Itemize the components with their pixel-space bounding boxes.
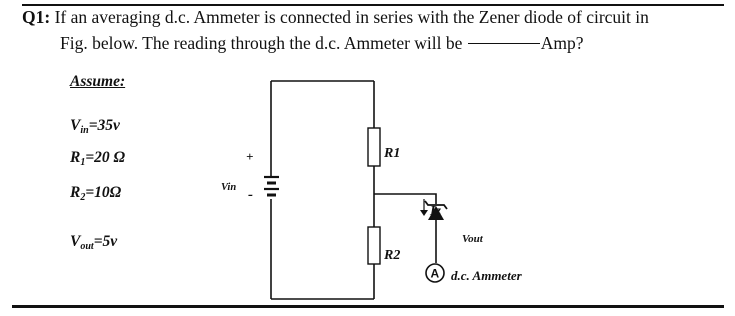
vout-value: =5v xyxy=(93,233,118,250)
vin-value: =35v xyxy=(88,117,120,134)
vin-label: Vin xyxy=(221,182,237,193)
vout-symbol: V xyxy=(70,233,81,250)
r1-value: =20 Ω xyxy=(85,149,126,166)
r2-value: =10Ω xyxy=(85,184,122,201)
r1-subscript: 1 xyxy=(80,157,86,168)
question-number: Q1: xyxy=(22,7,51,27)
ammeter-label: d.c. Ammeter xyxy=(451,268,522,283)
question-line-2-text: Fig. below. The reading through the d.c. Ammeter will be xyxy=(60,33,463,53)
assume-heading: Assume: xyxy=(70,73,126,90)
ammeter-symbol: A xyxy=(430,266,440,281)
iz-arrow-icon xyxy=(420,199,428,216)
r2-symbol: R xyxy=(70,184,81,201)
vin-symbol: V xyxy=(70,117,81,134)
vin-subscript: in xyxy=(80,125,89,136)
r1-resistor-icon xyxy=(368,128,380,166)
vout-subscript: out xyxy=(80,241,94,252)
r2-subscript: 2 xyxy=(80,192,86,203)
vout-label: Vout xyxy=(462,233,483,245)
unit-suffix: Amp? xyxy=(540,33,584,53)
bottom-rule xyxy=(12,305,724,308)
r1-label: R1 xyxy=(384,146,401,161)
r2-label: R2 xyxy=(384,248,401,263)
minus-sign: - xyxy=(248,187,253,203)
question-line-1-text: If an averaging d.c. Ammeter is connected in series with the Zener diode of circuit in xyxy=(50,7,649,27)
r2-resistor-icon xyxy=(368,227,380,264)
battery-icon xyxy=(264,177,279,195)
plus-sign: + xyxy=(246,149,254,164)
r1-symbol: R xyxy=(70,149,81,166)
iz-label: Iz xyxy=(430,204,441,219)
